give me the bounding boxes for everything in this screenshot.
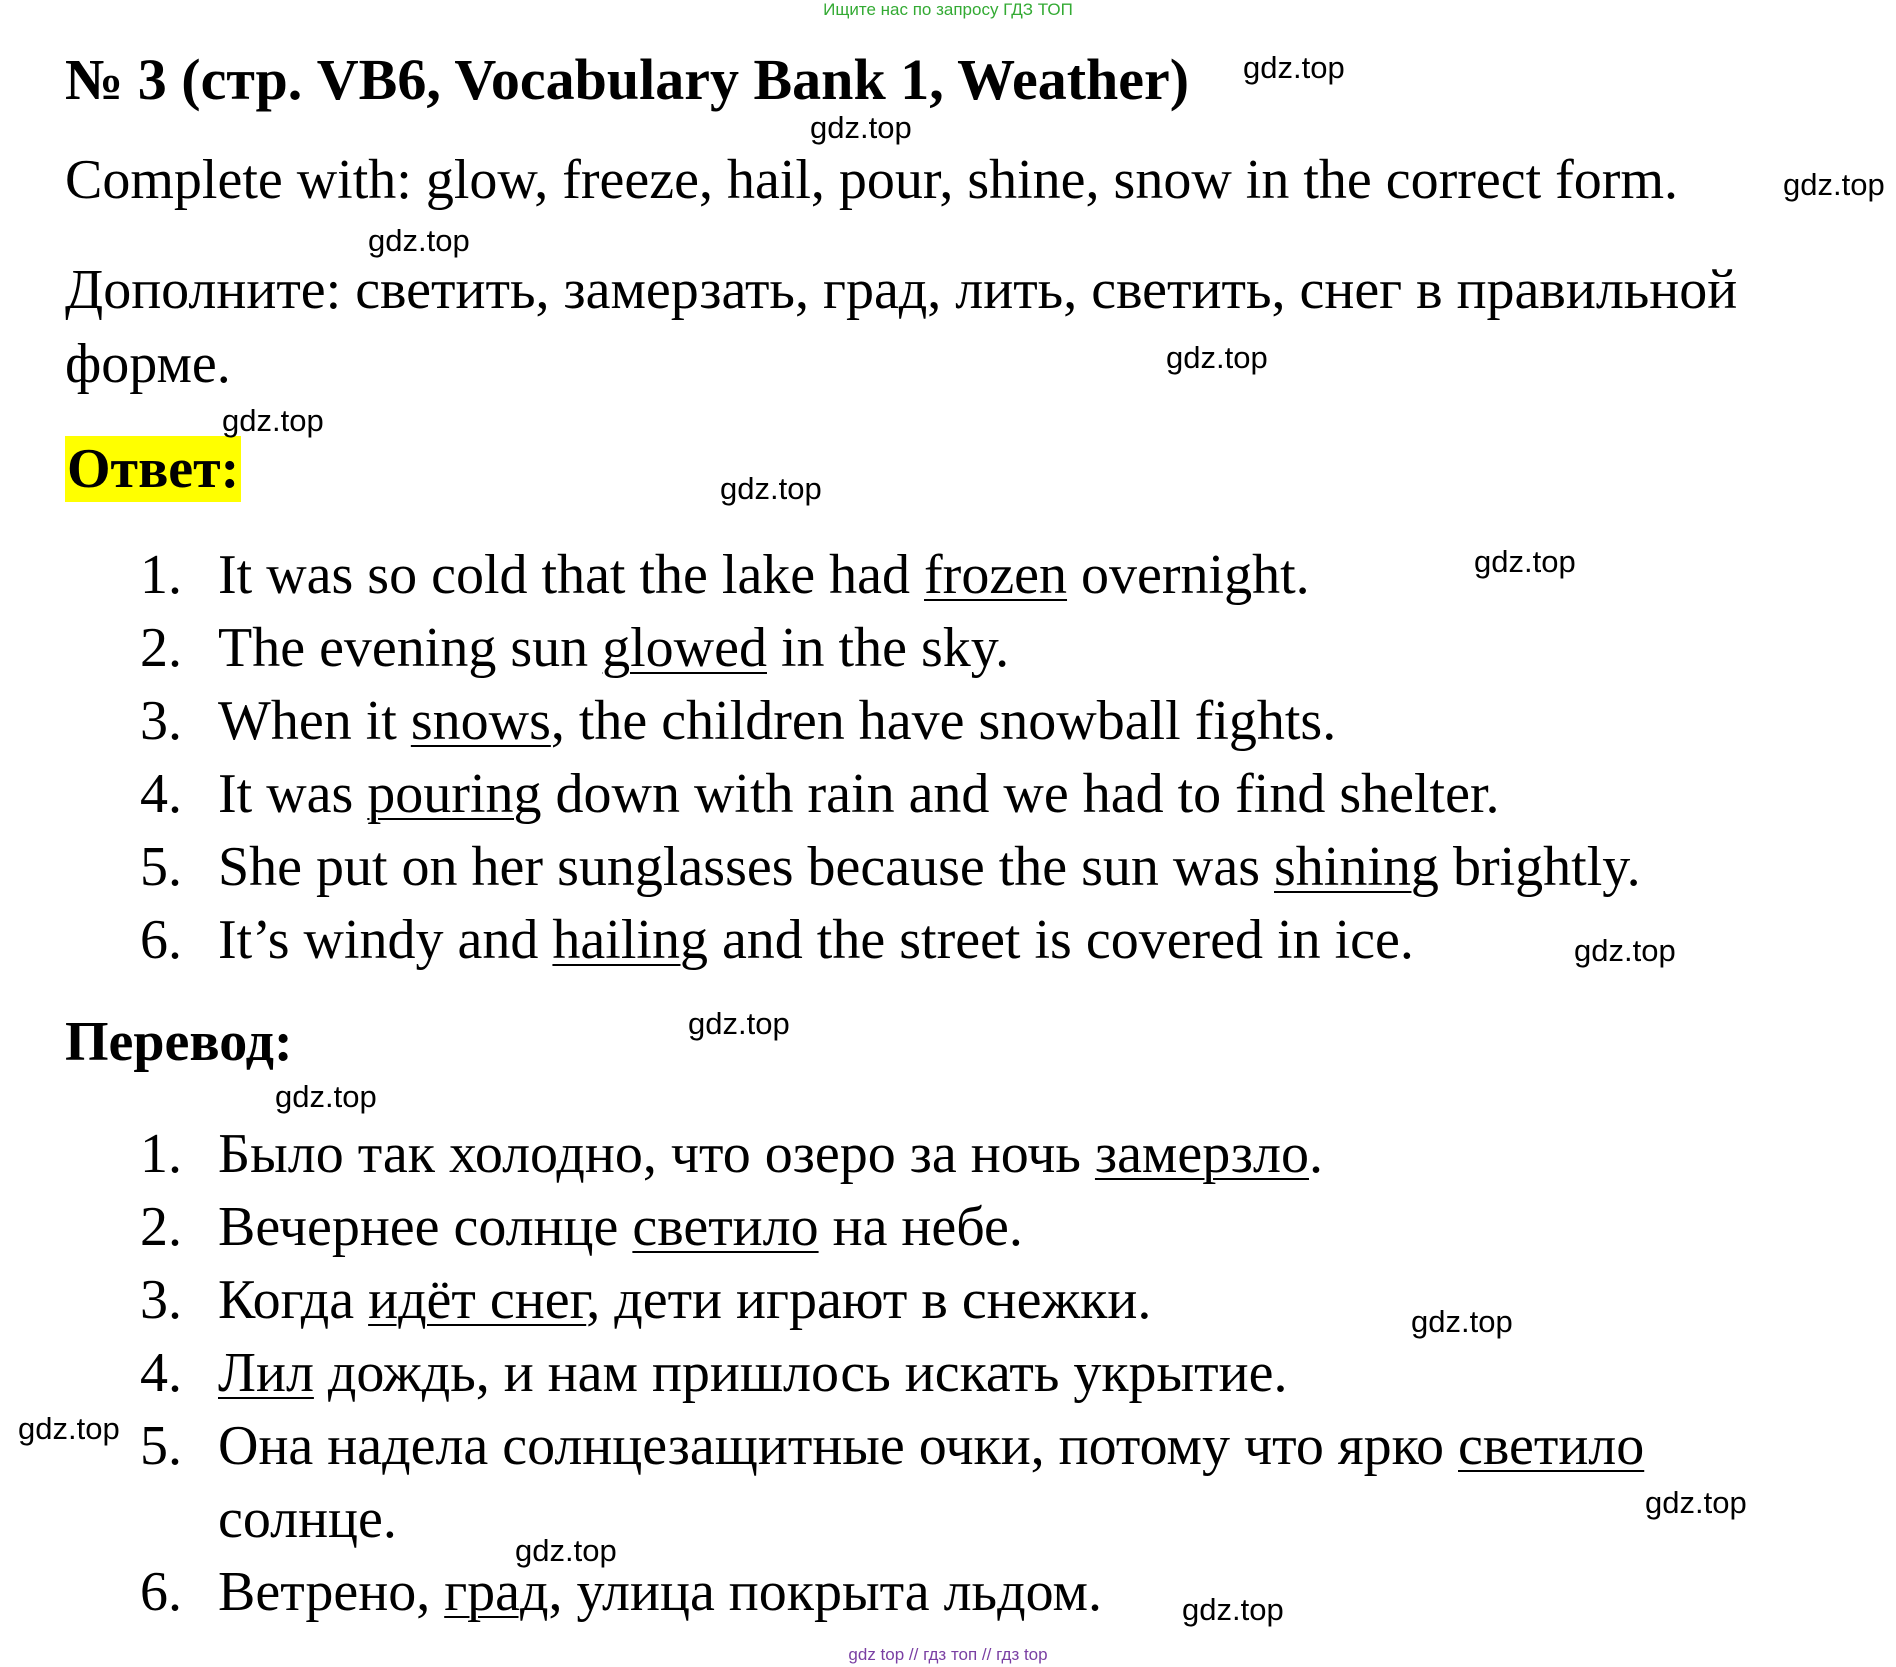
instruction-russian-line-1: Дополните: светить, замерзать, град, лить, светить, снег в правильной (65, 259, 1738, 321)
translation-word: град (444, 1561, 549, 1623)
watermark: gdz.top (720, 471, 822, 506)
watermark: gdz.top (1243, 50, 1345, 85)
text-after: in the sky. (766, 617, 1010, 679)
text-after: down with rain and we had to find shelter. (541, 763, 1500, 825)
answer-item (140, 616, 1009, 680)
translation-item (140, 1268, 1151, 1332)
text-after: . (1308, 1123, 1323, 1185)
watermark: gdz.top (222, 403, 324, 438)
answer-item (140, 908, 1414, 972)
answer-word: hailing (552, 909, 708, 971)
answer-word: snows (410, 690, 551, 752)
translation-item (140, 1122, 1323, 1186)
answer-word: shining (1274, 836, 1439, 898)
text-before: It’s windy and (218, 909, 553, 971)
instruction-english: Complete with: glow, freeze, hail, pour, shine, snow in the correct form. (65, 149, 1679, 211)
translation-item-continuation (140, 1487, 397, 1551)
watermark: gdz.top (1474, 544, 1576, 579)
item-number: 1. (140, 1123, 182, 1185)
translation-item (140, 1341, 1287, 1405)
text-after: дождь, и нам пришлось искать укрытие. (313, 1342, 1288, 1404)
instruction-russian-line-2: форме. (65, 333, 231, 395)
item-number: 3. (140, 690, 182, 752)
text-before: It was (218, 763, 368, 825)
text-after: brightly. (1438, 836, 1641, 898)
watermark: gdz.top (18, 1411, 120, 1446)
answer-word: glowed (602, 617, 767, 679)
item-number: 2. (140, 617, 182, 679)
watermark: gdz.top (1645, 1485, 1747, 1520)
text-before: Ветрено, (218, 1561, 445, 1623)
item-number: 2. (140, 1196, 182, 1258)
answer-item (140, 835, 1641, 899)
text-before: It was so cold that the lake had (218, 544, 925, 606)
item-number: 5. (140, 1415, 182, 1477)
text-before: Вечернее солнце (218, 1196, 633, 1258)
item-number: 4. (140, 763, 182, 825)
item-number: 5. (140, 836, 182, 898)
watermark: gdz.top (688, 1006, 790, 1041)
text-after: , the children have snowball fights. (550, 690, 1337, 752)
text-before: She put on her sunglasses because the sun was (218, 836, 1275, 898)
text-after: overnight. (1067, 544, 1310, 606)
text-after: на небе. (818, 1196, 1023, 1258)
text-before: Было так холодно, что озеро за ночь (218, 1123, 1095, 1185)
translation-word: светило (1458, 1415, 1645, 1477)
watermark: gdz.top (810, 110, 912, 145)
watermark: gdz.top (368, 223, 470, 258)
text-before: The evening sun (218, 617, 603, 679)
text-before: солнце. (218, 1488, 397, 1550)
translation-item (140, 1195, 1023, 1259)
text-after: , улица покрыта льдом. (548, 1561, 1102, 1623)
translation-word: светило (632, 1196, 819, 1258)
text-before: Когда (218, 1269, 369, 1331)
text-before: Она надела солнцезащитные очки, потому что ярко (218, 1415, 1459, 1477)
watermark: gdz.top (515, 1533, 617, 1568)
item-number: 6. (140, 909, 182, 971)
translation-heading: Перевод: (65, 1011, 293, 1073)
footer: gdz top // гдз топ // гдз top (848, 1645, 1048, 1664)
item-number: 6. (140, 1561, 182, 1623)
answer-word: pouring (367, 763, 542, 825)
item-number: 1. (140, 544, 182, 606)
translation-word: идёт снег (368, 1269, 587, 1331)
text-before: When it (218, 690, 411, 752)
watermark: gdz.top (275, 1079, 377, 1114)
answer-item (140, 543, 1310, 607)
watermark: gdz.top (1783, 167, 1885, 202)
page-title: № 3 (стр. VB6, Vocabulary Bank 1, Weather) (65, 47, 1190, 112)
answer-word: frozen (924, 544, 1068, 606)
watermark: gdz.top (1574, 933, 1676, 968)
watermark: gdz.top (1166, 340, 1268, 375)
answer-heading: Ответ: (67, 438, 240, 500)
item-number: 3. (140, 1269, 182, 1331)
text-after: , дети играют в снежки. (586, 1269, 1152, 1331)
translation-word: замерзло (1094, 1123, 1309, 1185)
watermark: gdz.top (1411, 1304, 1513, 1339)
answer-item (140, 762, 1500, 826)
translation-word: Лил (218, 1342, 314, 1404)
watermark: gdz.top (1182, 1592, 1284, 1627)
translation-item (140, 1560, 1102, 1624)
top-banner: Ищите нас по запросу ГДЗ ТОП (823, 0, 1073, 19)
item-number: 4. (140, 1342, 182, 1404)
answer-item (140, 689, 1336, 753)
translation-item (140, 1414, 1644, 1478)
text-after: and the street is covered in ice. (707, 909, 1414, 971)
